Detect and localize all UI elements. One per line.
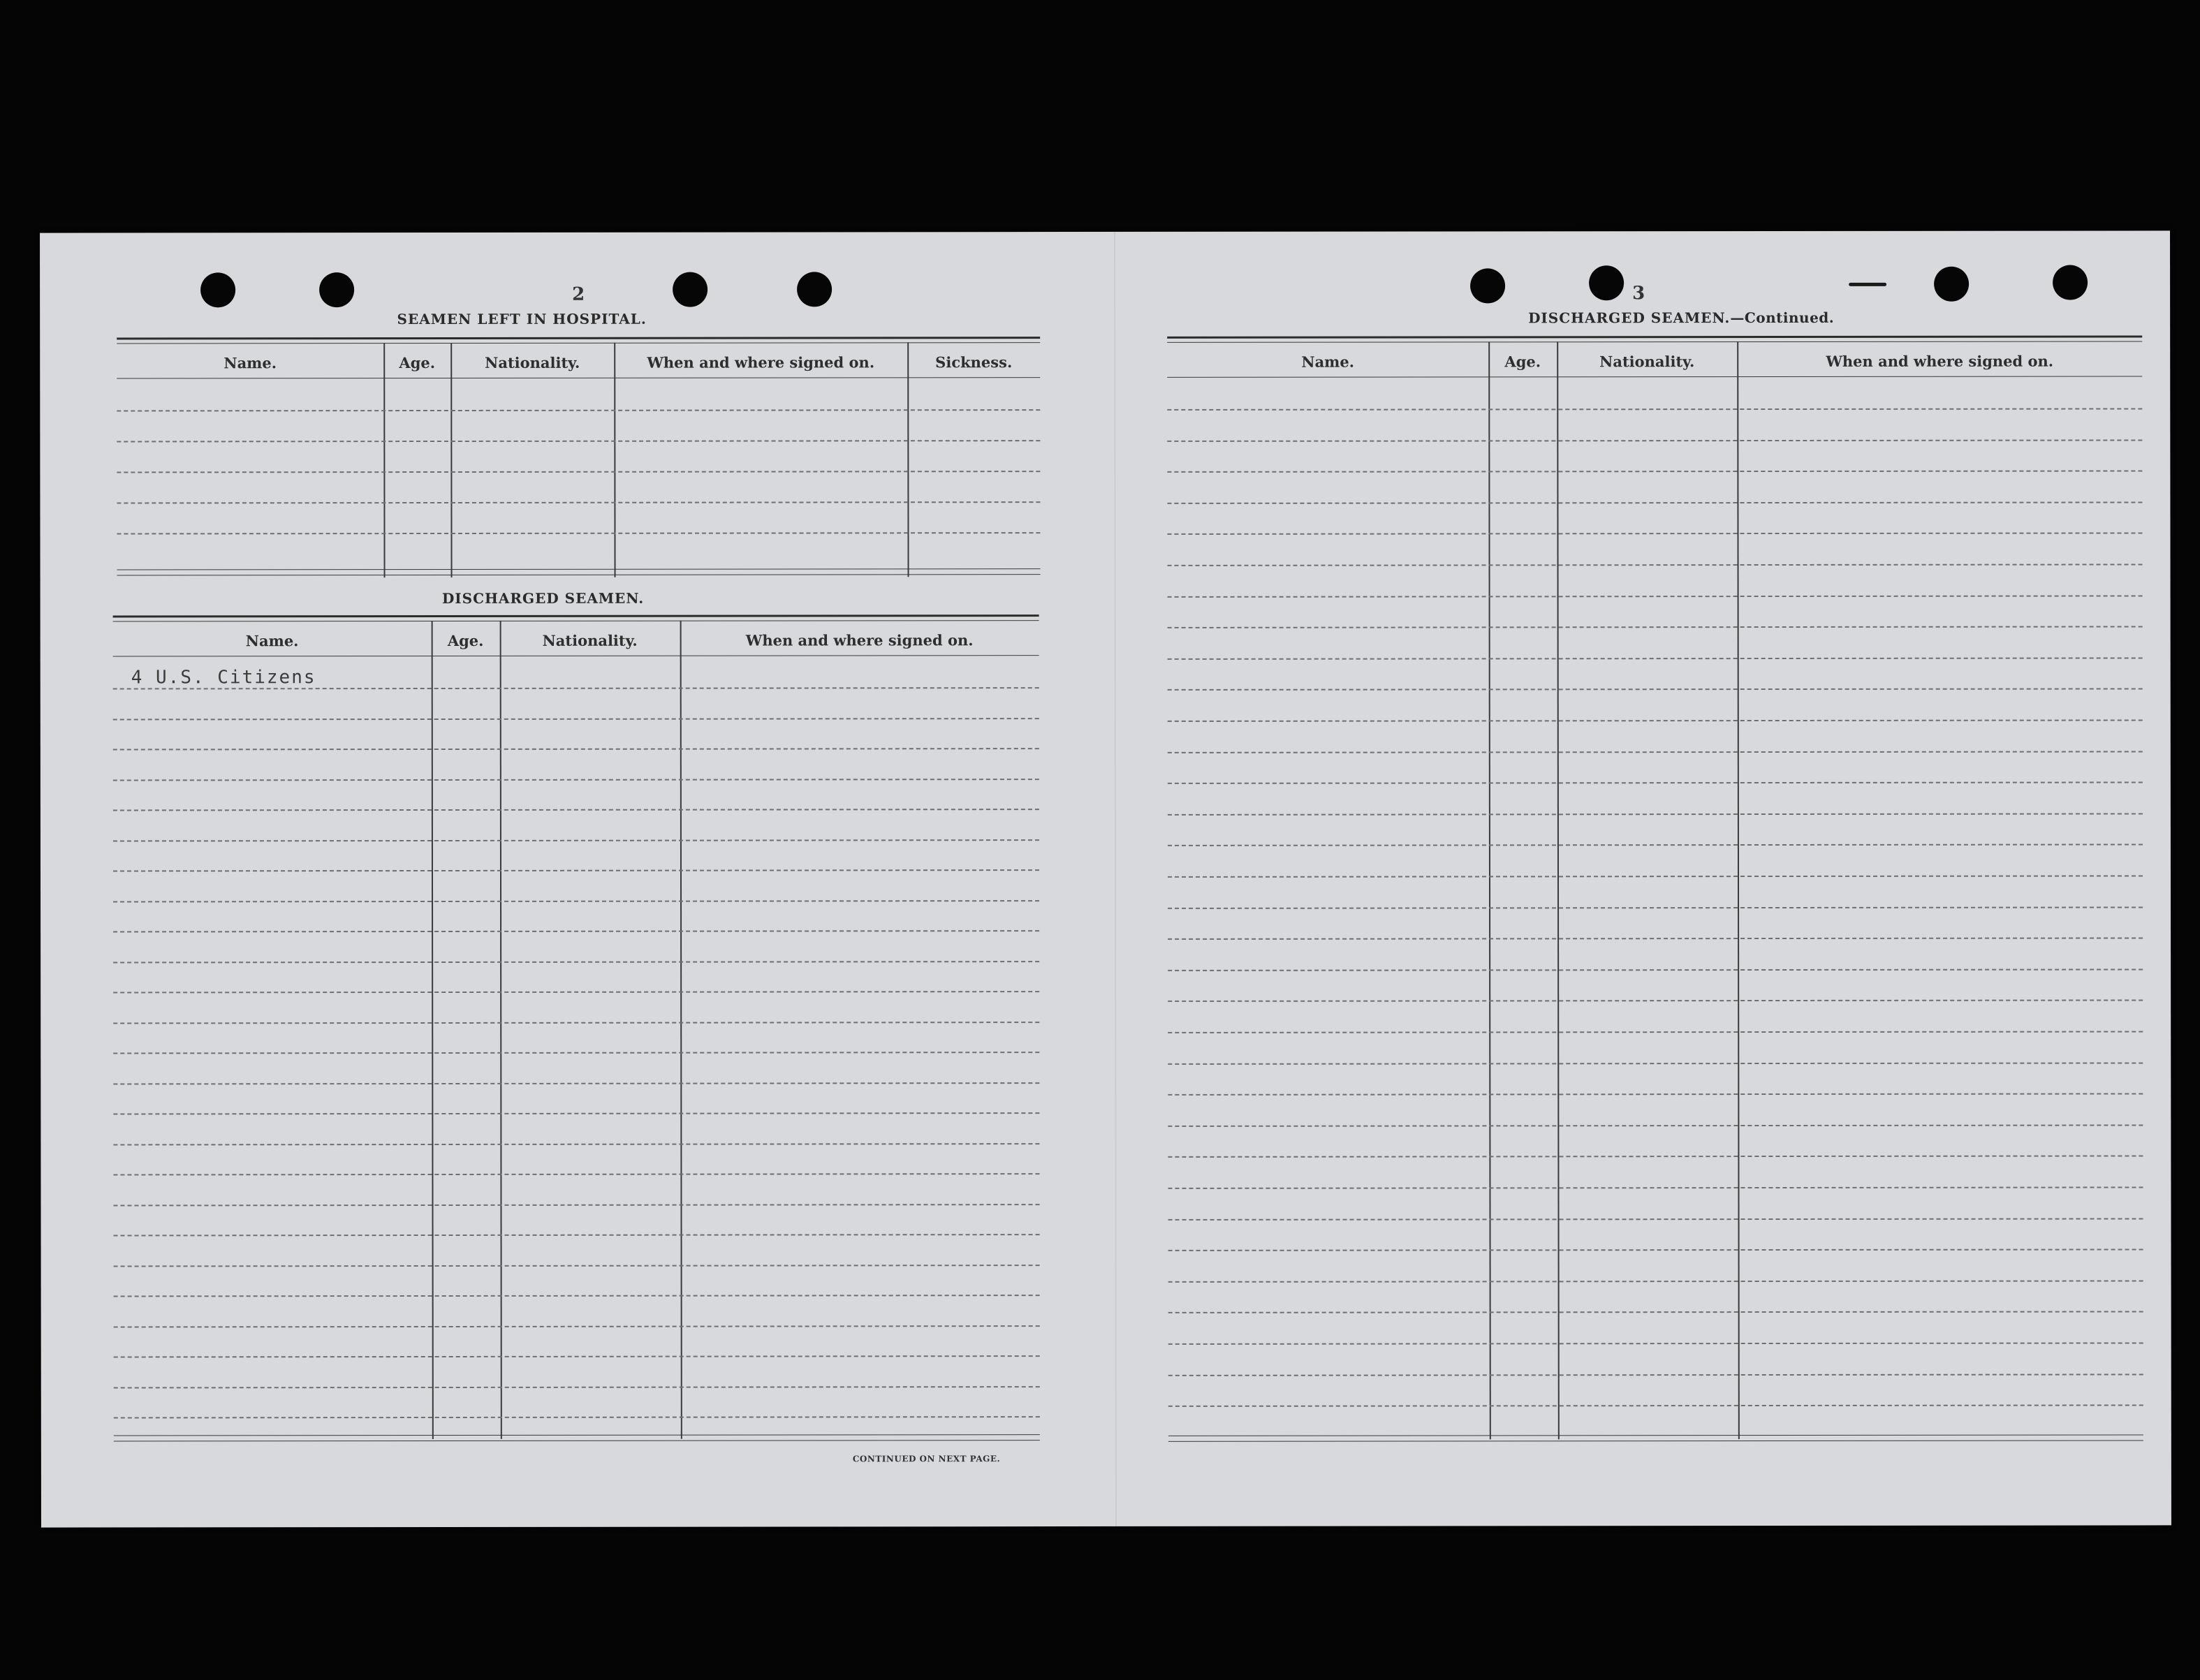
table-row <box>117 532 1040 534</box>
page-number-right: 3 <box>1632 283 1645 304</box>
column-divider <box>450 343 452 577</box>
table-row <box>1167 533 2142 535</box>
table-row <box>113 718 1039 720</box>
table-bottom-rule <box>117 574 1041 575</box>
column-header-age: Age. <box>399 354 436 372</box>
right-section-title-suffix: —Continued. <box>1730 309 1835 327</box>
punch-hole <box>673 272 707 307</box>
page-fold <box>1114 232 1117 1526</box>
column-header-name: Name. <box>245 632 299 650</box>
table-row <box>1168 657 2143 659</box>
table-row <box>1168 782 2143 784</box>
column-header-nationality: Nationality. <box>1599 353 1695 371</box>
table-row <box>113 839 1039 841</box>
continued-note: CONTINUED ON NEXT PAGE. <box>852 1454 1001 1464</box>
punch-hole <box>200 272 235 307</box>
table-row <box>117 409 1040 411</box>
table-row <box>117 471 1040 473</box>
table-row <box>113 1143 1039 1145</box>
table-row <box>113 930 1039 932</box>
table-row <box>1168 938 2143 940</box>
table-top-rule-thin <box>117 342 1040 344</box>
discharged-continued-table <box>1167 335 2143 1453</box>
table-bottom-rule <box>117 568 1041 570</box>
table-row <box>114 1295 1040 1297</box>
table-row <box>1168 751 2143 753</box>
punch-hole <box>1934 267 1969 302</box>
table-row <box>114 1355 1040 1357</box>
right-section-title <box>1437 309 1926 327</box>
header-bottom-rule <box>117 377 1040 378</box>
punch-hole <box>2053 265 2088 300</box>
table-row <box>1168 719 2143 721</box>
table-row <box>1168 1280 2143 1282</box>
column-header-nationality: Nationality. <box>485 353 580 371</box>
discharged-table <box>113 614 1040 1453</box>
column-header-nationality: Nationality. <box>542 631 638 649</box>
table-row <box>1168 563 2143 566</box>
table-row <box>113 1052 1039 1054</box>
page-number-left: 2 <box>572 283 585 305</box>
table-row <box>113 961 1039 963</box>
table-row <box>1168 626 2143 628</box>
table-row <box>1167 439 2142 441</box>
table-row <box>113 900 1039 902</box>
table-row <box>114 1416 1040 1418</box>
table-row <box>113 687 1039 689</box>
table-row <box>1168 1031 2143 1033</box>
column-header-age: Age. <box>1504 353 1541 371</box>
punch-hole <box>797 272 832 307</box>
table-row <box>114 1325 1040 1327</box>
table-row <box>1168 1000 2143 1002</box>
column-header-signed-on: When and where signed on. <box>647 353 875 371</box>
table-row <box>1168 968 2143 971</box>
column-header-age: Age. <box>447 631 484 649</box>
table-row <box>1168 1373 2143 1376</box>
table-row <box>113 809 1039 811</box>
table-top-rule <box>117 337 1040 339</box>
ink-smudge <box>1849 283 1886 286</box>
table-row <box>1168 1093 2143 1096</box>
punch-hole <box>1470 268 1505 303</box>
table-row <box>1168 813 2143 815</box>
document-sheet <box>40 230 2171 1527</box>
column-header-name: Name. <box>223 354 277 372</box>
column-header-signed-on: When and where signed on. <box>745 631 974 649</box>
table-row <box>1168 1311 2143 1313</box>
table-row <box>117 501 1040 503</box>
table-row <box>113 779 1039 781</box>
discharged-section-title: DISCHARGED SEAMEN. <box>441 589 645 607</box>
table-row <box>114 1386 1040 1388</box>
entry-name: 4 U.S. Citizens <box>131 667 316 688</box>
table-row <box>113 1204 1039 1206</box>
column-divider <box>383 343 385 577</box>
table-row <box>113 1022 1039 1024</box>
column-divider <box>907 342 909 577</box>
table-row <box>1168 1342 2143 1344</box>
hospital-section-title: SEAMEN LEFT IN HOSPITAL. <box>397 310 647 328</box>
column-header-signed-on: When and where signed on. <box>1826 352 2054 370</box>
table-row <box>1167 471 2142 473</box>
punch-hole <box>319 272 354 307</box>
table-row <box>1168 1156 2143 1158</box>
table-row <box>1168 906 2143 908</box>
column-header-name: Name. <box>1301 353 1355 371</box>
table-row <box>117 440 1040 442</box>
table-row <box>1168 1124 2143 1126</box>
column-divider <box>614 343 615 577</box>
table-row <box>113 1173 1039 1175</box>
table-row <box>1167 408 2142 410</box>
table-row <box>1168 1062 2143 1064</box>
table-row <box>1167 501 2142 503</box>
column-header-sickness: Sickness. <box>935 353 1013 371</box>
table-row <box>1168 688 2143 691</box>
table-row <box>113 1112 1039 1114</box>
table-row <box>1168 875 2143 877</box>
table-row <box>1168 1249 2143 1251</box>
table-row <box>1168 595 2143 597</box>
table-row <box>113 1082 1039 1084</box>
table-row <box>1168 1405 2143 1407</box>
hospital-table <box>117 337 1040 577</box>
table-row <box>1168 1218 2143 1220</box>
row-container <box>113 614 1040 1453</box>
table-row <box>114 1265 1040 1267</box>
right-section-title-main: DISCHARGED SEAMEN. <box>1528 309 1731 327</box>
table-row <box>1168 1186 2143 1188</box>
punch-hole <box>1589 265 1624 300</box>
table-row <box>113 991 1039 993</box>
row-container <box>1167 335 2143 1453</box>
table-row <box>113 748 1039 750</box>
table-row <box>113 869 1039 871</box>
table-row <box>1168 844 2143 846</box>
table-row <box>114 1234 1040 1236</box>
